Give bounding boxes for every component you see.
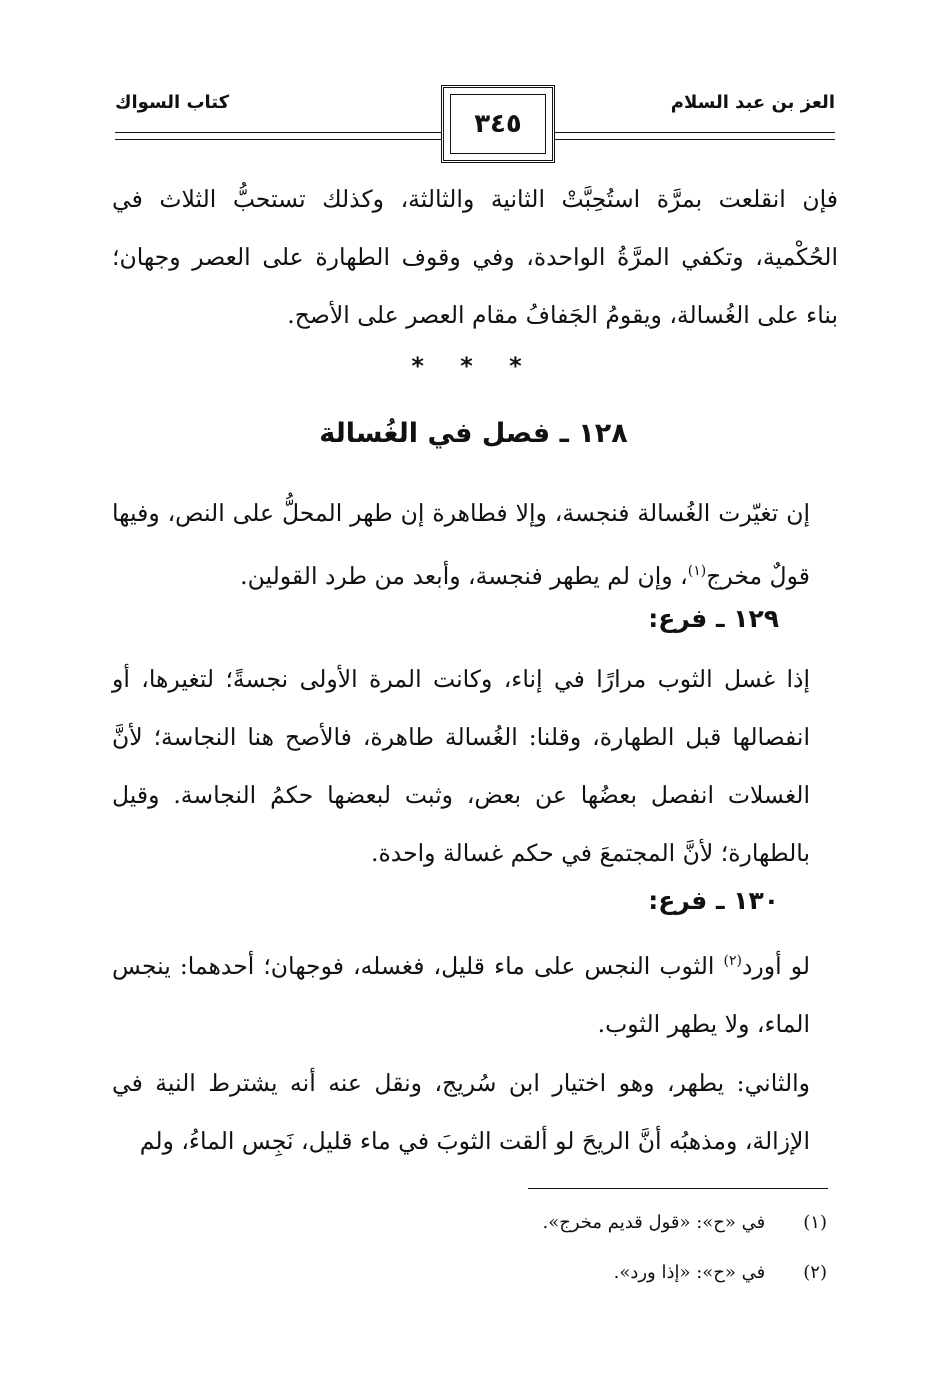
paragraph-2 [112,484,838,605]
author-name: العز بن عبد السلام [670,92,835,113]
footnote-1 [542,1212,827,1233]
footnote-2-text: في «ح»: «إذا ورد». [613,1262,766,1283]
footnote-rule [528,1188,828,1189]
paragraph-3-block [112,650,838,882]
paragraph-4-part-a: لو أورد [741,951,811,980]
paragraph-1: فإن انقلعت بمرَّة استُحِبَّتْ الثانية والثالثة، وكذلك تستحبُّ الثلاث في الحُكْمية، وتكفي المرَّةُ الواحدة، وفي وقوف الطهارة على العصر وجهان؛ بناء على الغُسالة، ويقومُ الجَفافُ مقام العصر على الأصح. [112,185,838,329]
page-header [115,80,835,160]
paragraph-4-part-b: الثوب النجس على ماء قليل، فغسله، فوجهان؛ أحدهما: ينجس الماء، ولا يطهر الثوب. [112,951,810,1038]
section-title: ١٢٨ ـ فصل في الغُسالة [319,418,628,449]
paragraph-5: والثاني: يطهر، وهو اختيار ابن سُريج، ونقل عنه أنه يشترط النية في الإزالة، ومذهبُه أنَّ الريحَ لو ألقت الثوبَ في ماء قليل، نَجِس الماءُ، ولم [112,1069,810,1155]
page-number: ٣٤٥ [474,109,522,139]
footnote-ref-1: (١) [687,563,707,579]
page-number-frame [441,85,555,163]
paragraph-2-part-b: ، وإن لم يطهر فنجسة، وأبعد من طرد القولين. [240,561,688,590]
paragraph-4-block [112,932,838,1053]
footnote-2 [614,1262,827,1283]
footnote-1-text: في «ح»: «قول قديم مخرج». [542,1212,766,1233]
section-separator: * * * [411,352,536,380]
branch-heading-129: ١٢٩ ـ فرع: [648,604,779,633]
paragraph-4 [112,932,838,1053]
paragraph-2-part-a: إن تغيّرت الغُسالة فنجسة، وإلا فطاهرة إن طهر المحلُّ على النص، وفيها قولٌ مخرج [112,499,810,590]
footnote-ref-2: (٢) [723,953,742,969]
branch-heading-130: ١٣٠ ـ فرع: [648,886,779,915]
book-title: كتاب السواك [115,92,230,113]
paragraph-2-block [112,484,838,605]
footnote-2-number: (٢) [803,1262,827,1283]
paragraph-5-block [112,1054,838,1170]
paragraph-1-block [112,170,838,344]
footnote-1-number: (١) [803,1212,827,1233]
paragraph-3: إذا غسل الثوب مرارًا في إناء، وكانت المرة الأولى نجسةً؛ لتغيرها، أو انفصالها قبل الطهارة، وقلنا: الغُسالة طاهرة، فالأصح هنا النجاسة؛ لأنَّ الغسلات انفصل بعضُها عن بعض، وثبت لبعضها حكمُ النجاسة. وقيل بالطهارة؛ لأنَّ المجتمعَ في حكم غسالة واحدة. [112,665,810,867]
